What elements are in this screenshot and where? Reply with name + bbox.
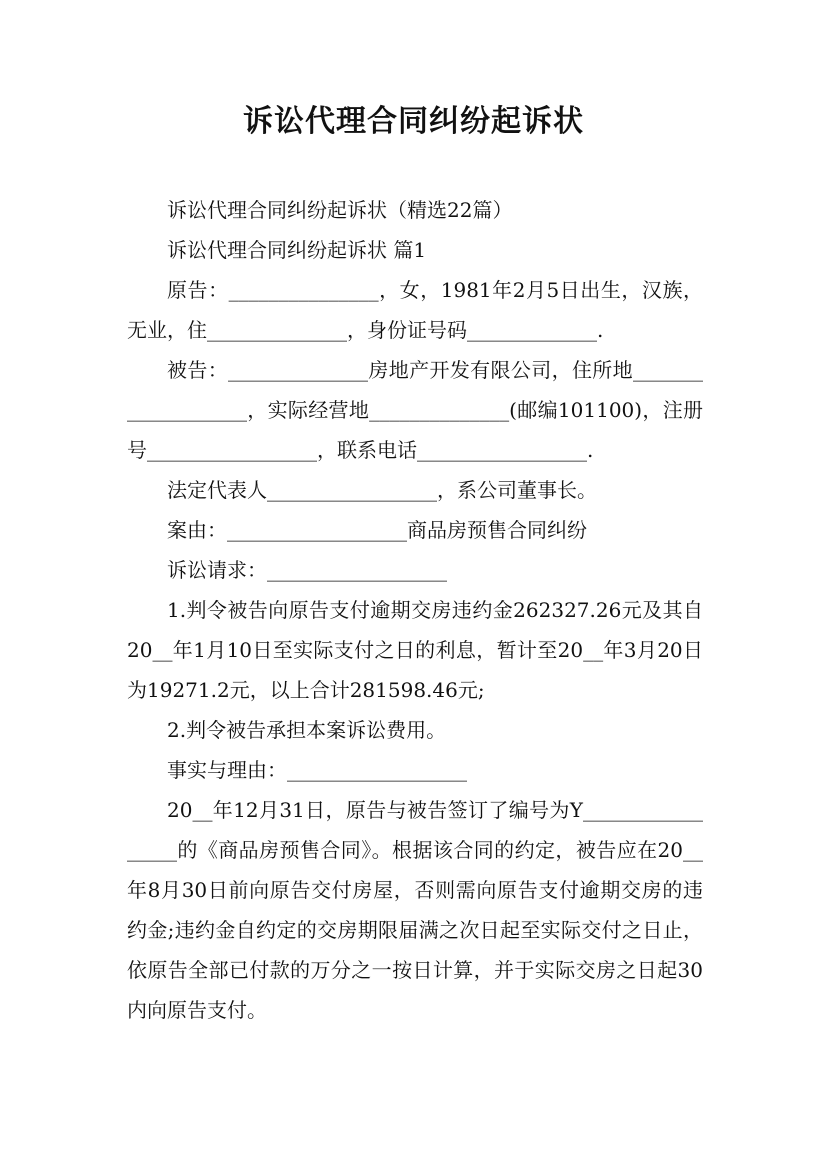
document-title: 诉讼代理合同纠纷起诉状	[243, 104, 584, 139]
facts-heading: 事实与理由：__________________	[167, 758, 467, 782]
defendant-paragraph: 被告：______________房地产开发有限公司，住所地___________________，实际经营地______________(邮编101100)，注册号_________________，联系电话_________________.	[127, 358, 703, 462]
document-body	[127, 190, 703, 1030]
subtitle-paragraph: 诉讼代理合同纠纷起诉状（精选22篇）	[167, 198, 513, 222]
claim-item-2: 2.判令被告承担本案诉讼费用。	[167, 718, 447, 742]
cause-of-action-paragraph: 案由：__________________商品房预售合同纠纷	[167, 518, 587, 542]
claim-item-1: 1.判令被告向原告支付逾期交房违约金262327.26元及其自20__年1月10日至实际支付之日的利息，暂计至20__年3月20日为19271.2元，以上合计281598.46元;	[127, 598, 703, 702]
legal-representative-paragraph: 法定代表人_________________，系公司董事长。	[167, 478, 597, 502]
claims-heading: 诉讼请求：__________________	[167, 558, 447, 582]
facts-paragraph: 20__年12月31日，原告与被告签订了编号为Y_________________的《商品房预售合同》。根据该合同的约定，被告应在20__年8月30日前向原告交付房屋，否则需向原告支付逾期交房的违约金;违约金自约定的交房期限届满之次日起至实际交付之日止，依原告全部已付款的万分之一按日计算，并于实际交房之日起30内向原告支付。	[127, 798, 703, 1022]
plaintiff-paragraph: 原告：_______________，女，1981年2月5日出生，汉族，无业，住______________，身份证号码_____________.	[127, 278, 703, 342]
section-heading: 诉讼代理合同纠纷起诉状 篇1	[167, 238, 427, 262]
